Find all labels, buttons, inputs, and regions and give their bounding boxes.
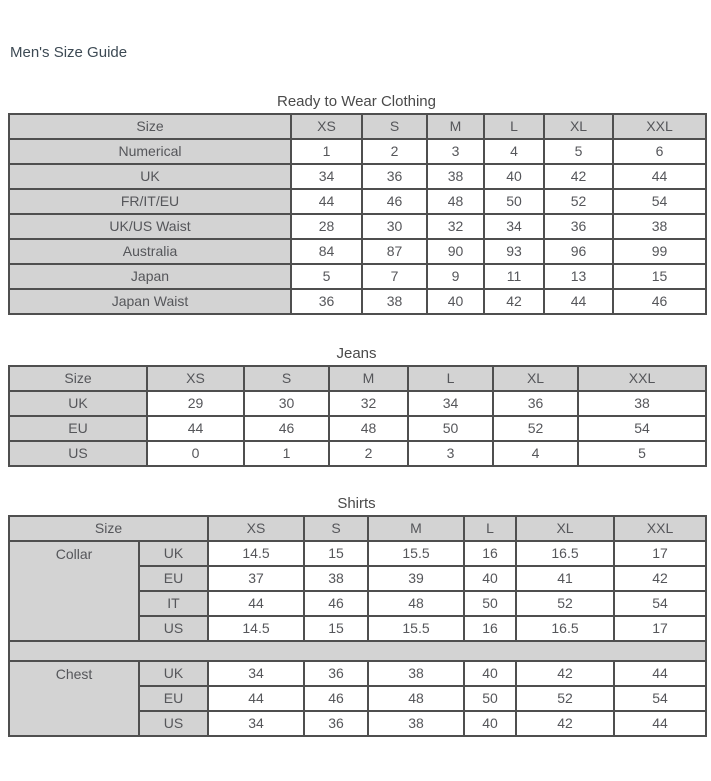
data-cell: 93 — [484, 239, 544, 264]
data-cell: 36 — [362, 164, 427, 189]
region-label-cell: US — [139, 711, 208, 736]
data-cell: 37 — [208, 566, 304, 591]
region-label-cell: UK — [139, 541, 208, 566]
data-cell: 46 — [613, 289, 706, 314]
table-row — [9, 661, 706, 686]
region-label-cell: US — [139, 616, 208, 641]
data-cell: 52 — [544, 189, 613, 214]
data-cell: 36 — [304, 711, 368, 736]
data-cell: 17 — [614, 616, 706, 641]
data-cell: 87 — [362, 239, 427, 264]
header-cell-l: L — [484, 114, 544, 139]
header-cell-size: Size — [9, 366, 147, 391]
data-cell: 44 — [614, 711, 706, 736]
ready-to-wear-table — [8, 113, 707, 315]
table-row — [9, 441, 706, 466]
data-cell: 96 — [544, 239, 613, 264]
shirts-caption: Shirts — [337, 495, 376, 512]
group-label-cell: Chest — [9, 661, 139, 736]
data-cell: 38 — [362, 289, 427, 314]
table-row — [9, 416, 706, 441]
data-cell: 46 — [362, 189, 427, 214]
data-cell: 36 — [544, 214, 613, 239]
data-cell: 11 — [484, 264, 544, 289]
separator-cell — [9, 641, 706, 661]
header-cell-xxl: XXL — [614, 516, 706, 541]
jeans-caption: Jeans — [336, 345, 377, 362]
table-row — [9, 239, 706, 264]
data-cell: 46 — [304, 591, 368, 616]
data-cell: 48 — [368, 591, 464, 616]
data-cell: 34 — [208, 711, 304, 736]
data-cell: 52 — [516, 686, 614, 711]
data-cell: 50 — [464, 686, 516, 711]
table-row — [9, 139, 706, 164]
data-cell: 44 — [208, 686, 304, 711]
header-cell-xl: XL — [544, 114, 613, 139]
table-row — [9, 189, 706, 214]
header-cell-s: S — [362, 114, 427, 139]
header-cell-xl: XL — [493, 366, 578, 391]
data-cell: 6 — [613, 139, 706, 164]
region-label-cell: UK — [139, 661, 208, 686]
data-cell: 4 — [484, 139, 544, 164]
header-row — [9, 366, 706, 391]
header-cell-l: L — [464, 516, 516, 541]
data-cell: 15 — [304, 616, 368, 641]
table-row — [9, 214, 706, 239]
table-row — [9, 289, 706, 314]
data-cell: 99 — [613, 239, 706, 264]
data-cell: 3 — [427, 139, 484, 164]
data-cell: 46 — [244, 416, 329, 441]
data-cell: 40 — [464, 566, 516, 591]
row-label-cell: US — [9, 441, 147, 466]
header-cell-size: Size — [9, 114, 291, 139]
page-title: Men's Size Guide — [10, 44, 128, 61]
data-cell: 44 — [613, 164, 706, 189]
data-cell: 16 — [464, 616, 516, 641]
header-cell-xs: XS — [147, 366, 244, 391]
data-cell: 15 — [613, 264, 706, 289]
table-row — [9, 164, 706, 189]
header-cell-size: Size — [9, 516, 208, 541]
header-row — [9, 516, 706, 541]
data-cell: 42 — [484, 289, 544, 314]
data-cell: 2 — [329, 441, 408, 466]
data-cell: 48 — [329, 416, 408, 441]
ready-to-wear-caption: Ready to Wear Clothing — [277, 93, 436, 110]
header-cell-m: M — [329, 366, 408, 391]
data-cell: 38 — [368, 711, 464, 736]
data-cell: 41 — [516, 566, 614, 591]
data-cell: 38 — [578, 391, 706, 416]
data-cell: 36 — [493, 391, 578, 416]
data-cell: 2 — [362, 139, 427, 164]
data-cell: 38 — [427, 164, 484, 189]
data-cell: 32 — [427, 214, 484, 239]
data-cell: 14.5 — [208, 616, 304, 641]
data-cell: 40 — [427, 289, 484, 314]
data-cell: 38 — [613, 214, 706, 239]
header-cell-m: M — [427, 114, 484, 139]
data-cell: 54 — [614, 591, 706, 616]
data-cell: 54 — [614, 686, 706, 711]
data-cell: 40 — [464, 661, 516, 686]
data-cell: 16.5 — [516, 616, 614, 641]
header-cell-m: M — [368, 516, 464, 541]
data-cell: 16 — [464, 541, 516, 566]
data-cell: 44 — [614, 661, 706, 686]
ready-to-wear-section — [8, 94, 705, 315]
header-cell-s: S — [244, 366, 329, 391]
separator-row — [9, 641, 706, 661]
data-cell: 36 — [304, 661, 368, 686]
data-cell: 40 — [464, 711, 516, 736]
header-cell-xs: XS — [291, 114, 362, 139]
data-cell: 34 — [484, 214, 544, 239]
data-cell: 44 — [291, 189, 362, 214]
data-cell: 34 — [208, 661, 304, 686]
table-row — [9, 541, 706, 566]
data-cell: 30 — [244, 391, 329, 416]
data-cell: 16.5 — [516, 541, 614, 566]
data-cell: 15.5 — [368, 616, 464, 641]
row-label-cell: UK — [9, 391, 147, 416]
data-cell: 46 — [304, 686, 368, 711]
region-label-cell: EU — [139, 686, 208, 711]
data-cell: 3 — [408, 441, 493, 466]
data-cell: 52 — [493, 416, 578, 441]
header-cell-s: S — [304, 516, 368, 541]
region-label-cell: EU — [139, 566, 208, 591]
row-label-cell: Japan Waist — [9, 289, 291, 314]
data-cell: 42 — [544, 164, 613, 189]
data-cell: 50 — [408, 416, 493, 441]
header-cell-xs: XS — [208, 516, 304, 541]
data-cell: 32 — [329, 391, 408, 416]
data-cell: 4 — [493, 441, 578, 466]
data-cell: 90 — [427, 239, 484, 264]
row-label-cell: FR/IT/EU — [9, 189, 291, 214]
shirts-table — [8, 515, 707, 737]
data-cell: 48 — [368, 686, 464, 711]
header-row — [9, 114, 706, 139]
data-cell: 29 — [147, 391, 244, 416]
data-cell: 1 — [244, 441, 329, 466]
row-label-cell: UK — [9, 164, 291, 189]
data-cell: 14.5 — [208, 541, 304, 566]
data-cell: 50 — [464, 591, 516, 616]
data-cell: 1 — [291, 139, 362, 164]
data-cell: 54 — [613, 189, 706, 214]
header-cell-xxl: XXL — [578, 366, 706, 391]
table-row — [9, 264, 706, 289]
data-cell: 34 — [291, 164, 362, 189]
data-cell: 5 — [544, 139, 613, 164]
header-cell-xl: XL — [516, 516, 614, 541]
data-cell: 15.5 — [368, 541, 464, 566]
group-label-cell: Collar — [9, 541, 139, 641]
data-cell: 42 — [614, 566, 706, 591]
data-cell: 39 — [368, 566, 464, 591]
data-cell: 36 — [291, 289, 362, 314]
data-cell: 50 — [484, 189, 544, 214]
header-cell-xxl: XXL — [613, 114, 706, 139]
data-cell: 40 — [484, 164, 544, 189]
row-label-cell: Australia — [9, 239, 291, 264]
data-cell: 42 — [516, 661, 614, 686]
data-cell: 30 — [362, 214, 427, 239]
data-cell: 42 — [516, 711, 614, 736]
data-cell: 34 — [408, 391, 493, 416]
data-cell: 44 — [208, 591, 304, 616]
data-cell: 5 — [578, 441, 706, 466]
data-cell: 38 — [304, 566, 368, 591]
data-cell: 9 — [427, 264, 484, 289]
data-cell: 17 — [614, 541, 706, 566]
table-row — [9, 391, 706, 416]
header-cell-l: L — [408, 366, 493, 391]
region-label-cell: IT — [139, 591, 208, 616]
data-cell: 7 — [362, 264, 427, 289]
data-cell: 48 — [427, 189, 484, 214]
row-label-cell: EU — [9, 416, 147, 441]
jeans-table — [8, 365, 707, 467]
data-cell: 44 — [147, 416, 244, 441]
data-cell: 15 — [304, 541, 368, 566]
row-label-cell: Numerical — [9, 139, 291, 164]
data-cell: 5 — [291, 264, 362, 289]
data-cell: 38 — [368, 661, 464, 686]
data-cell: 13 — [544, 264, 613, 289]
row-label-cell: Japan — [9, 264, 291, 289]
data-cell: 28 — [291, 214, 362, 239]
shirts-section — [8, 496, 705, 737]
jeans-section — [8, 346, 705, 467]
data-cell: 54 — [578, 416, 706, 441]
data-cell: 44 — [544, 289, 613, 314]
data-cell: 84 — [291, 239, 362, 264]
row-label-cell: UK/US Waist — [9, 214, 291, 239]
data-cell: 52 — [516, 591, 614, 616]
data-cell: 0 — [147, 441, 244, 466]
